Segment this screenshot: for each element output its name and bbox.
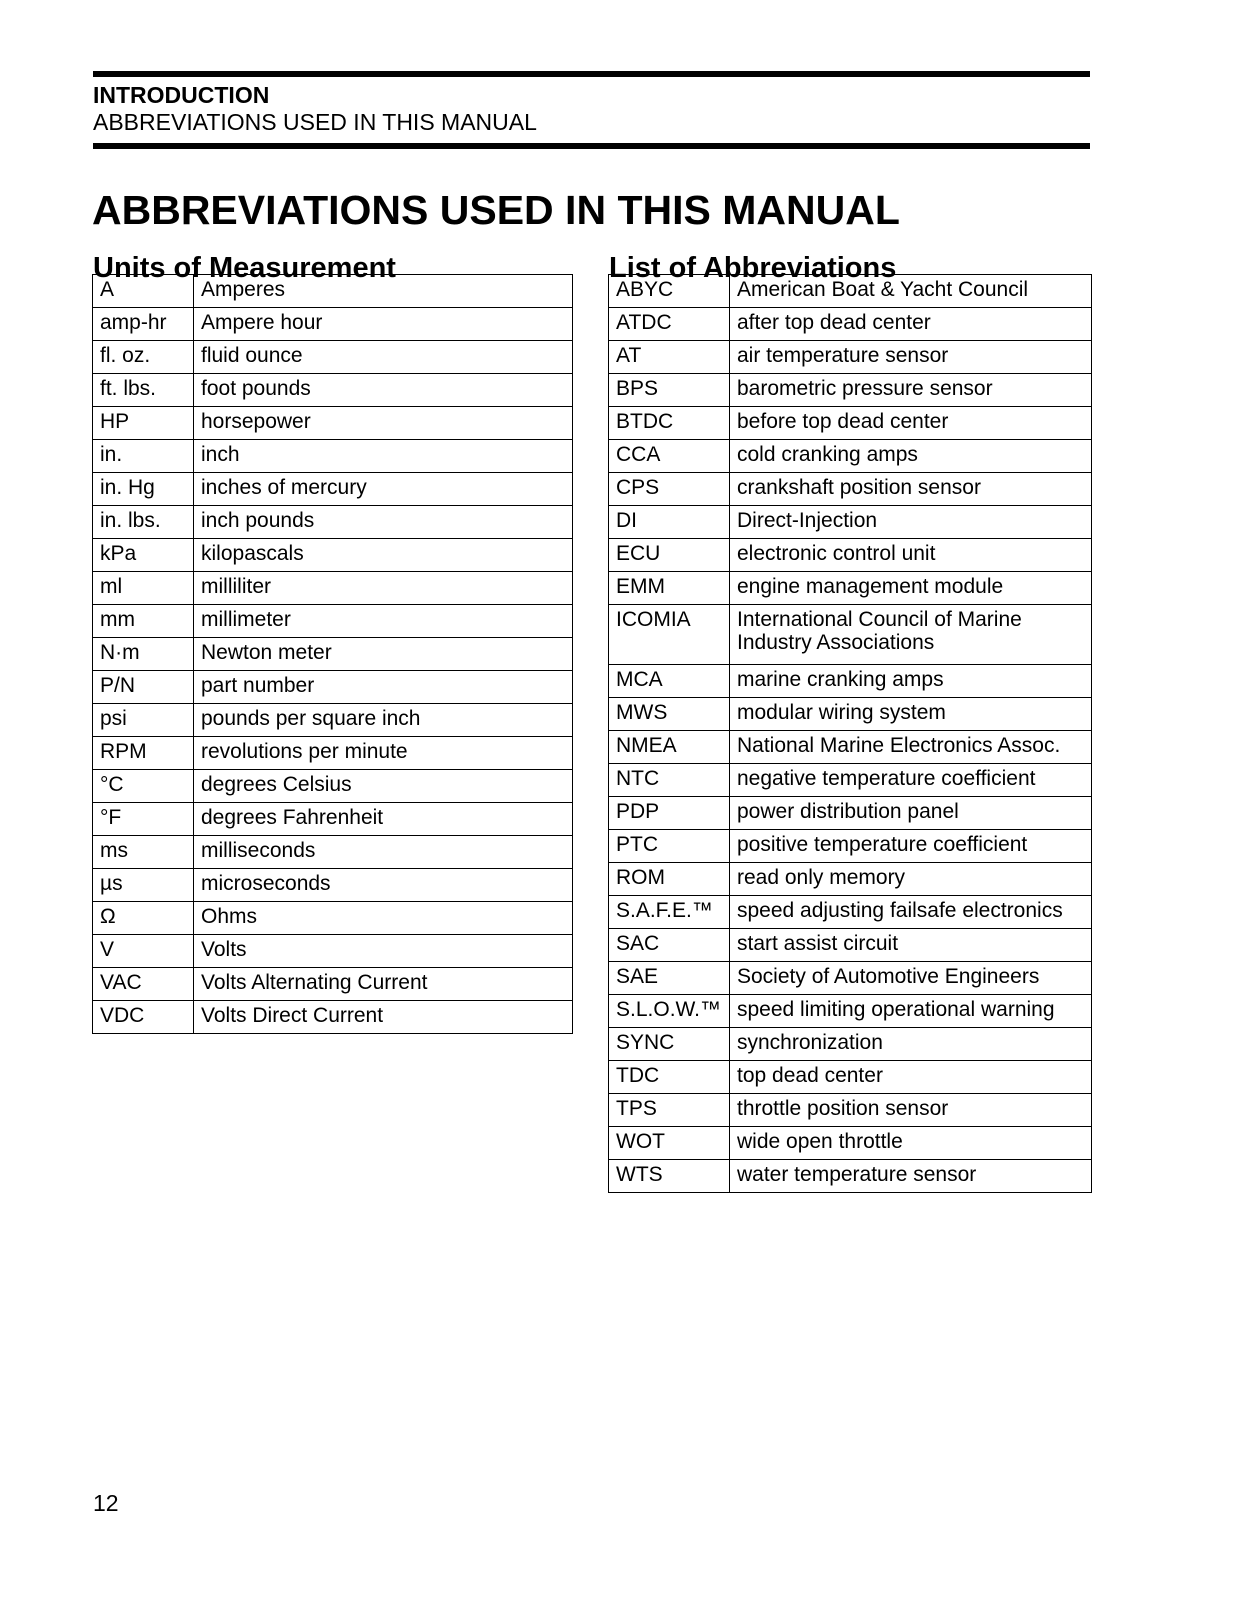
meaning-cell: cold cranking amps — [730, 440, 1092, 473]
table-row — [609, 995, 1092, 1028]
meaning-cell: degrees Celsius — [194, 770, 573, 803]
meaning-cell: milliliter — [194, 572, 573, 605]
table-row — [93, 671, 573, 704]
table-row — [93, 968, 573, 1001]
abbreviation-cell: ATDC — [609, 308, 730, 341]
abbreviation-cell: AT — [609, 341, 730, 374]
abbreviation-cell: in. Hg — [93, 473, 194, 506]
abbreviation-cell: in. — [93, 440, 194, 473]
abbreviation-cell: A — [93, 275, 194, 308]
abbreviation-cell: µs — [93, 869, 194, 902]
meaning-cell: part number — [194, 671, 573, 704]
abbreviation-cell: in. lbs. — [93, 506, 194, 539]
table-row — [609, 830, 1092, 863]
meaning-cell: Newton meter — [194, 638, 573, 671]
table-row — [93, 737, 573, 770]
table-row — [93, 308, 573, 341]
header-rule-bottom — [93, 143, 1090, 149]
units-heading: Units of Measurement — [93, 252, 396, 285]
meaning-cell: crankshaft position sensor — [730, 473, 1092, 506]
abbreviation-cell: RPM — [93, 737, 194, 770]
meaning-cell: inch — [194, 440, 573, 473]
table-row — [93, 572, 573, 605]
meaning-cell: National Marine Electronics Assoc. — [730, 731, 1092, 764]
table-row — [93, 638, 573, 671]
meaning-cell: electronic control unit — [730, 539, 1092, 572]
table-row — [93, 1001, 573, 1034]
page-title: ABBREVIATIONS USED IN THIS MANUAL — [92, 187, 900, 234]
abbreviation-cell: V — [93, 935, 194, 968]
abbreviation-cell: BTDC — [609, 407, 730, 440]
table-row — [609, 1127, 1092, 1160]
abbreviation-cell: SAC — [609, 929, 730, 962]
meaning-cell: Ohms — [194, 902, 573, 935]
meaning-cell: read only memory — [730, 863, 1092, 896]
abbreviation-cell: VAC — [93, 968, 194, 1001]
abbreviation-cell: mm — [93, 605, 194, 638]
meaning-cell: water temperature sensor — [730, 1160, 1092, 1193]
abbreviation-cell: ms — [93, 836, 194, 869]
table-row — [93, 935, 573, 968]
abbreviation-cell: CPS — [609, 473, 730, 506]
abbreviation-cell: kPa — [93, 539, 194, 572]
abbreviation-cell: ECU — [609, 539, 730, 572]
abbreviation-cell: ROM — [609, 863, 730, 896]
abbreviation-cell: WOT — [609, 1127, 730, 1160]
abbreviation-cell: N·m — [93, 638, 194, 671]
meaning-cell: top dead center — [730, 1061, 1092, 1094]
abbreviation-cell: P/N — [93, 671, 194, 704]
table-row — [93, 374, 573, 407]
table-row — [609, 506, 1092, 539]
table-row — [609, 539, 1092, 572]
table-row — [93, 836, 573, 869]
page-number: 12 — [93, 1490, 119, 1516]
table-row — [93, 902, 573, 935]
meaning-cell: Volts Alternating Current — [194, 968, 573, 1001]
meaning-cell: Amperes — [194, 275, 573, 308]
abbreviation-cell: EMM — [609, 572, 730, 605]
units-table — [92, 274, 573, 1034]
abbreviation-cell: PTC — [609, 830, 730, 863]
table-row — [93, 869, 573, 902]
meaning-cell: American Boat & Yacht Council — [730, 275, 1092, 308]
table-row — [609, 341, 1092, 374]
meaning-cell: marine cranking amps — [730, 665, 1092, 698]
table-row — [609, 797, 1092, 830]
abbreviation-cell: ICOMIA — [609, 605, 730, 665]
abbreviations-heading: List of Abbreviations — [609, 252, 897, 285]
meaning-cell: revolutions per minute — [194, 737, 573, 770]
abbreviation-cell: BPS — [609, 374, 730, 407]
meaning-cell: barometric pressure sensor — [730, 374, 1092, 407]
abbreviation-cell: SYNC — [609, 1028, 730, 1061]
abbreviation-cell: DI — [609, 506, 730, 539]
abbreviation-cell: °C — [93, 770, 194, 803]
abbreviation-cell: PDP — [609, 797, 730, 830]
meaning-cell: microseconds — [194, 869, 573, 902]
meaning-cell: kilopascals — [194, 539, 573, 572]
meaning-cell: negative temperature coefficient — [730, 764, 1092, 797]
meaning-cell: milliseconds — [194, 836, 573, 869]
meaning-cell: throttle position sensor — [730, 1094, 1092, 1127]
meaning-cell: after top dead center — [730, 308, 1092, 341]
meaning-cell: positive temperature coefficient — [730, 830, 1092, 863]
abbreviation-cell: NMEA — [609, 731, 730, 764]
meaning-cell: Ampere hour — [194, 308, 573, 341]
meaning-cell: start assist circuit — [730, 929, 1092, 962]
abbreviation-cell: MCA — [609, 665, 730, 698]
table-row — [609, 896, 1092, 929]
table-row — [93, 275, 573, 308]
meaning-cell: fluid ounce — [194, 341, 573, 374]
table-row — [609, 572, 1092, 605]
table-row — [93, 473, 573, 506]
abbreviation-cell: ft. lbs. — [93, 374, 194, 407]
meaning-cell: modular wiring system — [730, 698, 1092, 731]
table-row — [93, 440, 573, 473]
table-row — [609, 698, 1092, 731]
table-row — [93, 770, 573, 803]
abbreviation-cell: NTC — [609, 764, 730, 797]
abbreviation-cell: fl. oz. — [93, 341, 194, 374]
meaning-cell: pounds per square inch — [194, 704, 573, 737]
table-row — [93, 704, 573, 737]
meaning-cell: power distribution panel — [730, 797, 1092, 830]
abbreviation-cell: S.A.F.E.™ — [609, 896, 730, 929]
header-rule-top — [93, 71, 1090, 77]
table-row — [609, 1028, 1092, 1061]
abbreviation-cell: S.L.O.W.™ — [609, 995, 730, 1028]
meaning-cell: foot pounds — [194, 374, 573, 407]
meaning-cell: wide open throttle — [730, 1127, 1092, 1160]
meaning-cell: engine management module — [730, 572, 1092, 605]
table-row — [609, 440, 1092, 473]
abbreviation-cell: MWS — [609, 698, 730, 731]
meaning-cell: International Council of Marine Industry Associations — [730, 605, 1092, 665]
meaning-cell: inch pounds — [194, 506, 573, 539]
abbreviation-cell: amp-hr — [93, 308, 194, 341]
abbreviation-cell: VDC — [93, 1001, 194, 1034]
abbreviation-cell: ABYC — [609, 275, 730, 308]
abbreviation-cell: HP — [93, 407, 194, 440]
meaning-cell: Volts — [194, 935, 573, 968]
table-row — [609, 308, 1092, 341]
abbreviation-cell: CCA — [609, 440, 730, 473]
meaning-cell: Direct-Injection — [730, 506, 1092, 539]
header-subsection: ABBREVIATIONS USED IN THIS MANUAL — [93, 109, 537, 135]
table-row — [93, 341, 573, 374]
meaning-cell: millimeter — [194, 605, 573, 638]
table-row — [609, 605, 1092, 665]
table-row — [93, 803, 573, 836]
abbreviation-cell: TPS — [609, 1094, 730, 1127]
table-row — [609, 863, 1092, 896]
abbreviation-cell: ml — [93, 572, 194, 605]
table-row — [609, 374, 1092, 407]
meaning-cell: synchronization — [730, 1028, 1092, 1061]
abbreviation-cell: Ω — [93, 902, 194, 935]
abbreviation-cell: °F — [93, 803, 194, 836]
abbreviations-table — [608, 274, 1092, 1193]
meaning-cell: before top dead center — [730, 407, 1092, 440]
meaning-cell: inches of mercury — [194, 473, 573, 506]
table-row — [609, 1061, 1092, 1094]
abbreviation-cell: SAE — [609, 962, 730, 995]
header-section: INTRODUCTION — [93, 82, 270, 108]
table-row — [609, 1160, 1092, 1193]
table-row — [609, 764, 1092, 797]
meaning-cell: Society of Automotive Engineers — [730, 962, 1092, 995]
table-row — [93, 407, 573, 440]
meaning-cell: degrees Fahrenheit — [194, 803, 573, 836]
table-row — [609, 665, 1092, 698]
meaning-cell: Volts Direct Current — [194, 1001, 573, 1034]
table-row — [93, 539, 573, 572]
table-row — [609, 731, 1092, 764]
table-row — [609, 1094, 1092, 1127]
table-row — [609, 473, 1092, 506]
table-row — [609, 407, 1092, 440]
table-row — [609, 929, 1092, 962]
table-row — [93, 605, 573, 638]
meaning-cell: air temperature sensor — [730, 341, 1092, 374]
meaning-cell: horsepower — [194, 407, 573, 440]
meaning-cell: speed adjusting failsafe electronics — [730, 896, 1092, 929]
abbreviation-cell: TDC — [609, 1061, 730, 1094]
meaning-cell: speed limiting operational warning — [730, 995, 1092, 1028]
table-row — [609, 962, 1092, 995]
abbreviation-cell: WTS — [609, 1160, 730, 1193]
table-row — [93, 506, 573, 539]
table-row — [609, 275, 1092, 308]
abbreviation-cell: psi — [93, 704, 194, 737]
